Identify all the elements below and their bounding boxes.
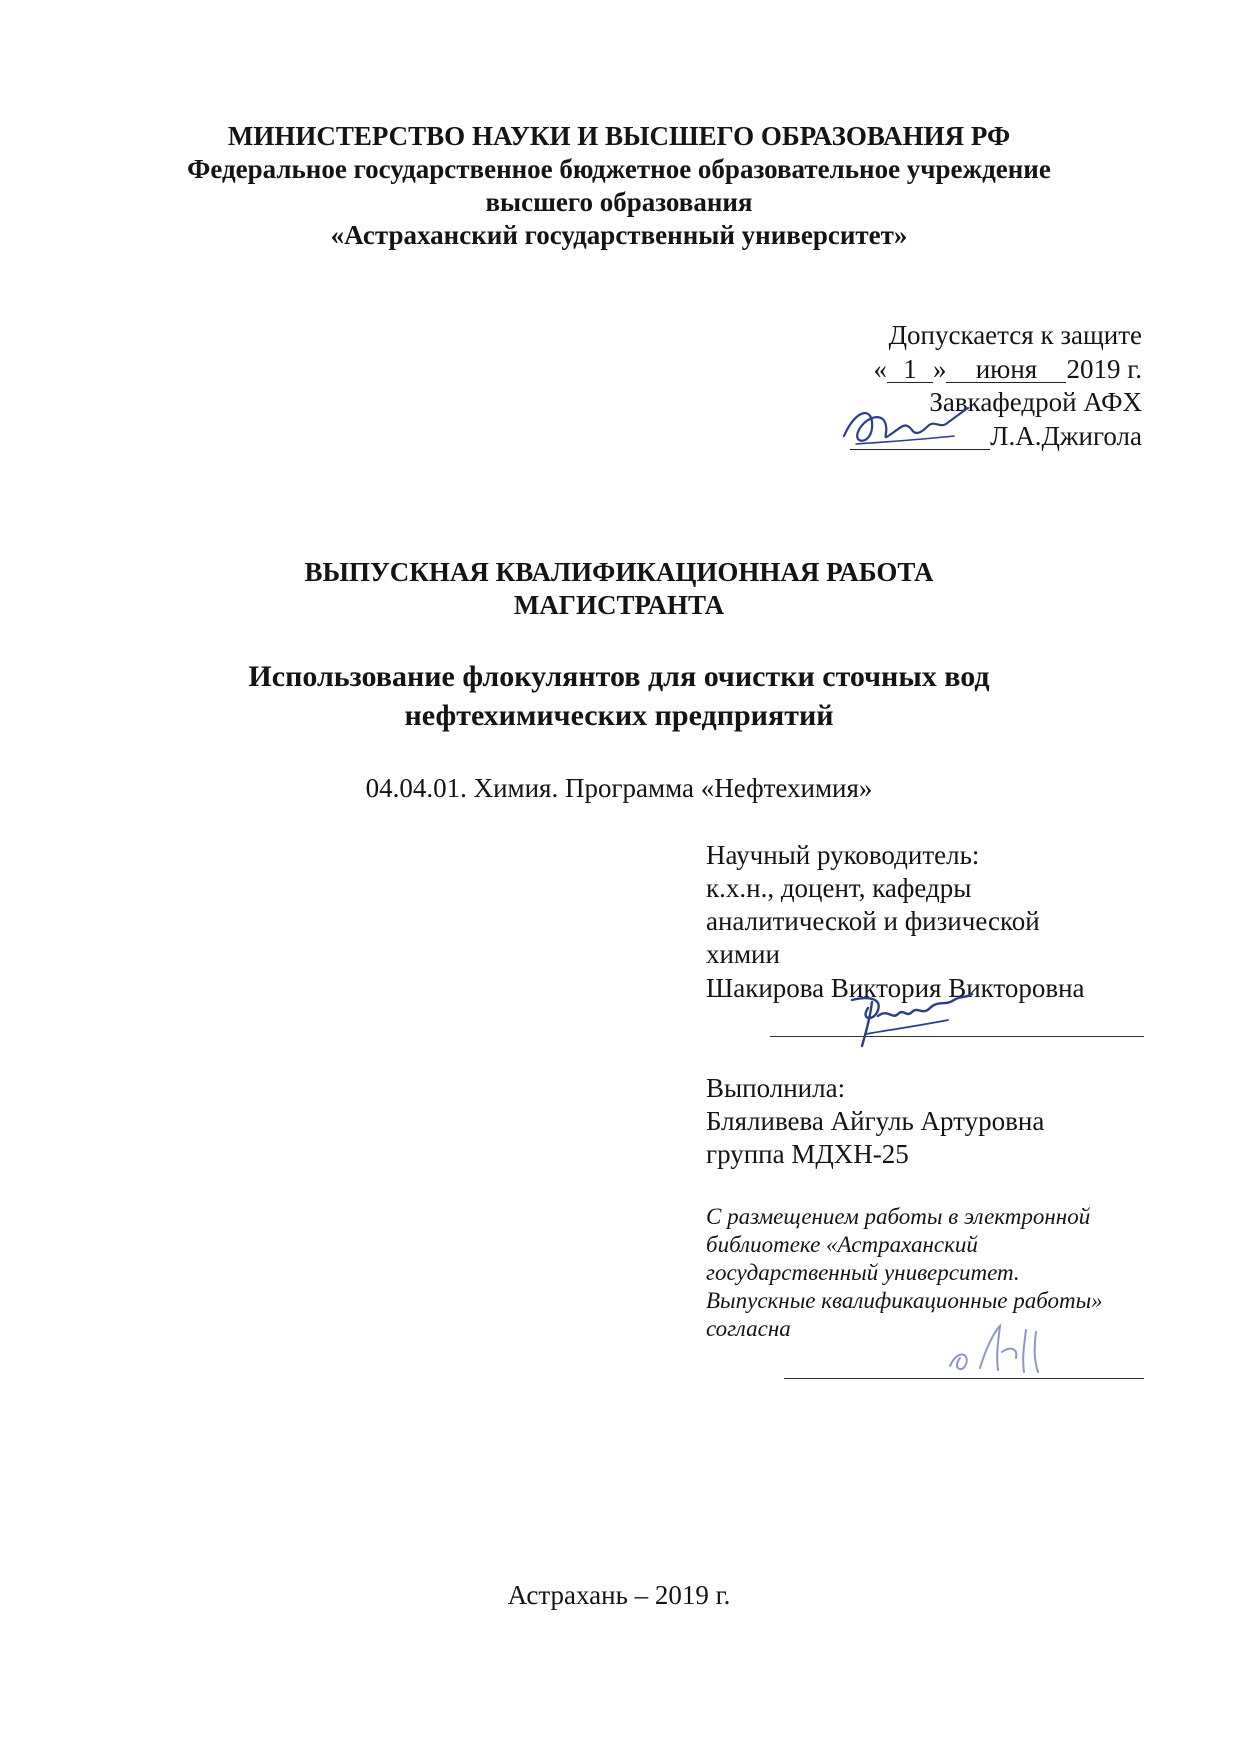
consent-line4: Выпускные квалификационные работы» [706, 1288, 1103, 1313]
date-year: 2019 г. [1066, 354, 1142, 384]
date-open-quote: « [873, 354, 887, 384]
institution-type-line: Федеральное государственное бюджетное образовательное учреждение [187, 154, 1051, 184]
specialty-program: 04.04.01. Химия. Программа «Нефтехимия» [365, 773, 873, 803]
supervisor-name: Шакирова Виктория Викторовна [706, 973, 1085, 1003]
approver-signature [836, 398, 986, 458]
thesis-title-line2: нефтехимических предприятий [404, 699, 834, 732]
work-type-line1: ВЫПУСКНАЯ КВАЛИФИКАЦИОННАЯ РАБОТА [304, 557, 934, 587]
ministry-line: МИНИСТЕРСТВО НАУКИ И ВЫСШЕГО ОБРАЗОВАНИЯ РФ [227, 121, 1011, 151]
consent-line3: государственный университет. [706, 1260, 1020, 1285]
date-day: 1 [887, 356, 933, 383]
education-level-line: высшего образования [485, 187, 753, 217]
author-group: группа МДХН-25 [706, 1139, 909, 1169]
place-and-year: Астрахань – 2019 г. [507, 1580, 731, 1610]
work-type-line2: МАГИСТРАНТА [513, 590, 725, 620]
supervisor-department-line1: аналитической и физической [706, 906, 1040, 936]
author-label: Выполнила: [706, 1073, 846, 1103]
approval-date [873, 353, 1142, 385]
date-close-quote: » [932, 354, 947, 384]
author-name: Бляливева Айгуль Артуровна [706, 1106, 1045, 1136]
supervisor-department-line2: химии [706, 939, 780, 969]
approver-name: Л.А.Джигола [990, 421, 1142, 451]
supervisor-degree: к.х.н., доцент, кафедры [706, 873, 972, 903]
supervisor-signature [838, 986, 978, 1056]
supervisor-label: Научный руководитель: [706, 840, 980, 870]
consent-line5: согласна [706, 1316, 791, 1341]
date-month: июня [946, 356, 1066, 383]
admit-to-defense: Допускается к защите [888, 320, 1142, 350]
thesis-title-line1: Использование флокулянтов для очистки сточных вод [248, 660, 990, 693]
author-signature [940, 1318, 1060, 1382]
consent-line2: библиотеке «Астраханский [706, 1232, 978, 1257]
university-name: «Астраханский государственный университет» [330, 220, 908, 250]
consent-line1: С размещением работы в электронной [706, 1204, 1091, 1229]
head-of-department: Завкафедрой АФХ [929, 387, 1142, 417]
